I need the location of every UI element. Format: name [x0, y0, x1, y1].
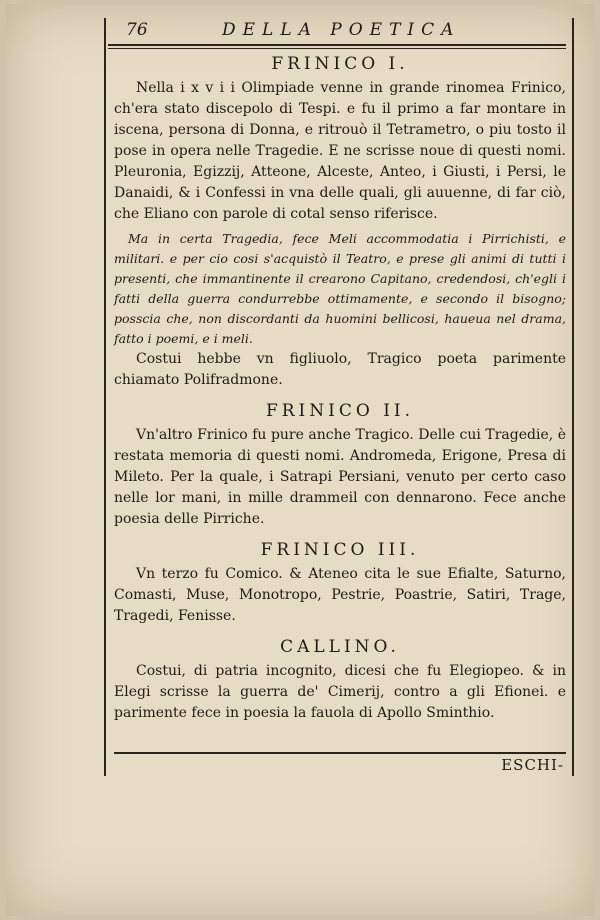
body-paragraph: Vn terzo fu Comico. & Ateneo cita le sue Efialte, Saturno, Comasti, Muse, Monotropo, Pestrie, Poastrie, Satiri, Trage, Tragedi, Fenisse.: [114, 566, 566, 624]
italic-quotation: Ma in certa Tragedia, fece Meli accommodatia i Pirrichisti, e militari. e per cio cosi s'acquistò il Teatro, e prese gli animi di tutti i presenti, che immantinente il crearono Capitano, credendosi, ch'egli i fatti della guerra condurrebbe ottimamente, e secondo il bisogno; posscia che, non discordanti da huomini bellicosi, haueua nel drama, fatto i poemi, e i meli.: [114, 231, 566, 346]
footer-rule: [114, 752, 566, 754]
body-paragraph: Vn'altro Frinico fu pure anche Tragico. Delle cui Tragedie, è restata memoria di questi nomi. Andromeda, Erigone, Presa di Mileto. Per la quale, i Satrapi Persiani, venuto per certo caso nelle lor mani, in mille drammeil con dennarono. Fece anche poesia delle Pirriche.: [114, 427, 566, 527]
section-callino: [114, 637, 566, 724]
section-heading: FRINICO I.: [271, 54, 409, 74]
body-paragraph: Nella i x v i i Olimpiade venne in grande rinomea Frinico, ch'era stato discepolo di Tespi. e fu il primo a far montare in iscena, persona di Donna, e ritrouò il Tetrametro, o piu tosto il pose in opera nelle Tragedie. E ne scrisse noue di questi nomi. Pleuronia, Egizzij, Atteone, Alceste, Anteo, i Giusti, i Persi, le Danaidi, & i Confessi in vna delle quali, gli auuenne, di far ciò, che Eliano con parole di cotal senso riferisce.: [114, 80, 566, 222]
page-number: 76: [126, 20, 148, 40]
section-heading: CALLINO.: [280, 637, 400, 657]
body-paragraph: Costui, di patria incognito, dicesi che fu Elegiopeo. & in Elegi scrisse la guerra de' Cimerij, contro a gli Efionei. e parimente fece in poesia la fauola di Apollo Sminthio.: [114, 663, 566, 721]
section-frinico-1: [114, 54, 566, 391]
section-frinico-3: [114, 540, 566, 627]
header-rule: [108, 44, 566, 49]
section-heading: FRINICO II.: [265, 401, 415, 421]
section-heading: FRINICO III.: [260, 540, 420, 560]
running-head: DELLA POETICA: [222, 20, 461, 40]
body-paragraph: Costui hebbe vn figliuolo, Tragico poeta parimente chiamato Polifradmone.: [114, 351, 566, 388]
page-content: [114, 52, 566, 724]
section-frinico-2: [114, 401, 566, 530]
catchword: ESCHI-: [501, 756, 564, 774]
